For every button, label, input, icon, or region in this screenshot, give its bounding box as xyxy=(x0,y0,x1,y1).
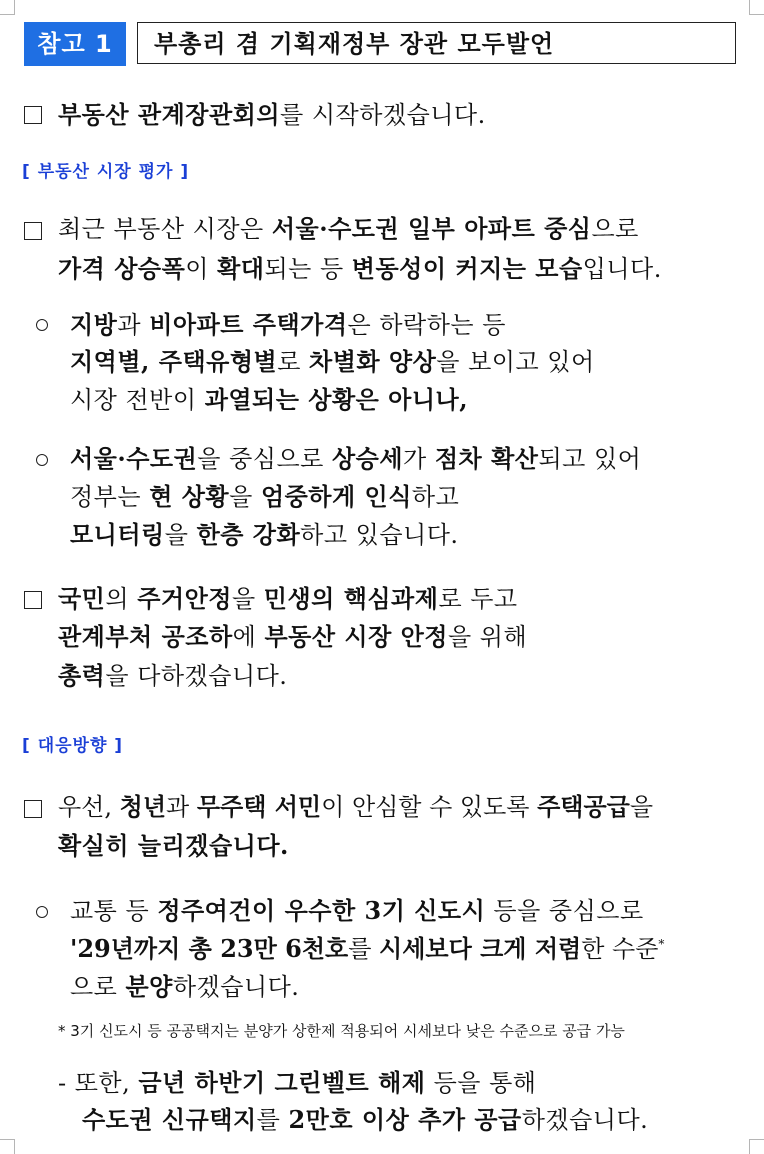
crop-mark-top-right xyxy=(749,0,764,15)
checkbox-bullet-icon xyxy=(24,591,42,609)
intro-line: 부동산 관계장관회의를 시작하겠습니다. xyxy=(58,100,486,129)
footnote: * 3기 신도시 등 공공택지는 분양가 상한제 적용되어 시세보다 낮은 수준으로 공급 가능 xyxy=(58,1022,625,1040)
crop-mark-bottom-right xyxy=(749,1139,764,1154)
paragraph-1a-line-2: 지역별, 주택유형별로 차별화 양상을 보이고 있어 xyxy=(70,347,595,376)
checkbox-bullet-icon xyxy=(24,106,42,124)
checkbox-bullet-icon xyxy=(24,222,42,240)
paragraph-3a-line-3: 으로 분양하겠습니다. xyxy=(70,972,300,1001)
paragraph-3b-line-1: - 또한, 금년 하반기 그린벨트 해제 등을 통해 xyxy=(58,1068,537,1097)
paragraph-1a-line-1: 지방과 비아파트 주택가격은 하락하는 등 xyxy=(70,310,506,339)
paragraph-3b-line-2: 수도권 신규택지를 2만호 이상 추가 공급하겠습니다. xyxy=(82,1105,649,1134)
paragraph-1b-line-3: 모니터링을 한층 강화하고 있습니다. xyxy=(70,520,459,549)
document-title: 부총리 겸 기획재정부 장관 모두발언 xyxy=(137,22,736,64)
crop-mark-top-left xyxy=(0,0,15,15)
circle-bullet-icon xyxy=(36,454,48,466)
paragraph-3-line-1: 우선, 청년과 무주택 서민이 안심할 수 있도록 주택공급을 xyxy=(58,792,654,821)
paragraph-3a-line-2: '29년까지 총 23만 6천호를 시세보다 크게 저렴한 수준* xyxy=(70,934,665,963)
circle-bullet-icon xyxy=(36,906,48,918)
paragraph-2-line-2: 관계부처 공조하에 부동산 시장 안정을 위해 xyxy=(58,622,528,651)
paragraph-1b-line-2: 정부는 현 상황을 엄중하게 인식하고 xyxy=(70,482,460,511)
paragraph-2-line-1: 국민의 주거안정을 민생의 핵심과제로 두고 xyxy=(58,584,518,613)
circle-bullet-icon xyxy=(36,319,48,331)
section-heading-response-direction: [ 대응방향 ] xyxy=(22,736,124,756)
crop-mark-bottom-left xyxy=(0,1139,15,1154)
checkbox-bullet-icon xyxy=(24,800,42,818)
reference-badge: 참고 1 xyxy=(24,22,126,66)
document-header xyxy=(24,22,738,66)
paragraph-3a-line-1: 교통 등 정주여건이 우수한 3기 신도시 등을 중심으로 xyxy=(70,896,644,925)
section-heading-market-assessment: [ 부동산 시장 평가 ] xyxy=(22,162,190,182)
paragraph-2-line-3: 총력을 다하겠습니다. xyxy=(58,661,288,690)
paragraph-1b-line-1: 서울·수도권을 중심으로 상승세가 점차 확산되고 있어 xyxy=(70,444,642,473)
paragraph-3-line-2: 확실히 늘리겠습니다. xyxy=(58,831,289,860)
paragraph-1-line-2: 가격 상승폭이 확대되는 등 변동성이 커지는 모습입니다. xyxy=(58,254,662,283)
paragraph-1-line-1: 최근 부동산 시장은 서울·수도권 일부 아파트 중심으로 xyxy=(58,214,639,243)
paragraph-1a-line-3: 시장 전반이 과열되는 상황은 아니나, xyxy=(70,385,469,414)
